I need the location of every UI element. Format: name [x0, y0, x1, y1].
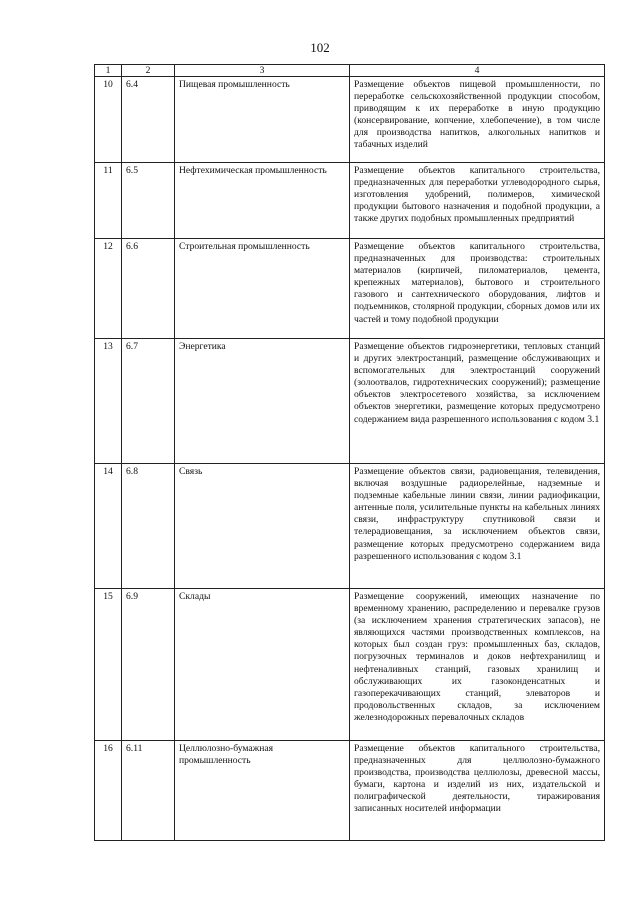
row-name: Энергетика — [175, 339, 350, 464]
row-description: Размещение объектов пищевой промышленности, по переработке сельскохозяйственной продукции способом, приводящим к их переработке в иную продукцию (консервирование, копчение, хлебопечение), в том числе для производства напитков, алкогольных напитков и табачных изделий — [350, 77, 605, 163]
row-code: 6.9 — [122, 589, 175, 741]
row-description: Размещение объектов капитального строительства, предназначенных для производства: строительных материалов (кирпичей, пиломатериалов, цемента, крепежных материалов), бытового и строительного газового и сантехнического оборудования, лифтов и подъемников, столярной продукции, сборных домов или их частей и тому подобной продукции — [350, 239, 605, 339]
table-row — [95, 239, 605, 339]
land-use-table — [94, 64, 605, 841]
row-description: Размещение объектов связи, радиовещания, телевидения, включая воздушные радиорелейные, надземные и подземные кабельные линии связи, линии радиофикации, антенные поля, усилительные пункты на кабельных линиях связи, инфраструктуру спутниковой связи и телерадиовещания, за исключением объектов связи, размещение которых предусмотрено содержанием вида разрешенного использования с кодом 3.1 — [350, 464, 605, 589]
row-name: Склады — [175, 589, 350, 741]
table-row — [95, 741, 605, 841]
row-index: 16 — [95, 741, 122, 841]
row-name: Нефтехимическая промышленность — [175, 163, 350, 239]
row-name: Строительная промышленность — [175, 239, 350, 339]
row-code: 6.6 — [122, 239, 175, 339]
row-index: 11 — [95, 163, 122, 239]
row-index: 14 — [95, 464, 122, 589]
column-header-2: 2 — [122, 65, 175, 77]
table-row — [95, 589, 605, 741]
table-row — [95, 163, 605, 239]
row-code: 6.11 — [122, 741, 175, 841]
column-header-3: 3 — [175, 65, 350, 77]
row-description: Размещение сооружений, имеющих назначение по временному хранению, распределению и перевалке грузов (за исключением хранения стратегических запасов), не являющихся частями производственных комплексов, на которых был создан груз: промышленных баз, складов, погрузочных терминалов и доков нефтехранилищ и нефтеналивных станций, газовых хранилищ и обслуживающих их газоконденсатных и газоперекачивающих станций, элеваторов и продовольственных складов, за исключением железнодорожных перевалочных складов — [350, 589, 605, 741]
row-description: Размещение объектов гидроэнергетики, тепловых станций и других электростанций, размещение обслуживающих и вспомогательных для электростанций сооружений (золоотвалов, гидротехнических сооружений); размещение объектов электросетевого хозяйства, за исключением объектов энергетики, размещение которых предусмотрено содержанием вида разрешенного использования с кодом 3.1 — [350, 339, 605, 464]
table-row — [95, 464, 605, 589]
row-index: 12 — [95, 239, 122, 339]
page-number: 102 — [310, 40, 330, 55]
row-name: Целлюлозно-бумажная промышленность — [175, 741, 350, 841]
row-code: 6.4 — [122, 77, 175, 163]
table-row — [95, 77, 605, 163]
row-index: 15 — [95, 589, 122, 741]
row-description: Размещение объектов капитального строительства, предназначенных для целлюлозно-бумажного производства, производства целлюлозы, древесной массы, бумаги, картона и изделий из них, издательской и полиграфической деятельности, тиражирования записанных носителей информации — [350, 741, 605, 841]
row-code: 6.7 — [122, 339, 175, 464]
row-code: 6.8 — [122, 464, 175, 589]
row-index: 13 — [95, 339, 122, 464]
table-row — [95, 339, 605, 464]
row-description: Размещение объектов капитального строительства, предназначенных для переработки углеводородного сырья, изготовления удобрений, полимеров, химической продукции бытового назначения и подобной продукции, а также других подобных промышленных предприятий — [350, 163, 605, 239]
row-index: 10 — [95, 77, 122, 163]
row-name: Связь — [175, 464, 350, 589]
column-header-4: 4 — [350, 65, 605, 77]
table-header-row — [95, 65, 605, 77]
row-name: Пищевая промышленность — [175, 77, 350, 163]
row-code: 6.5 — [122, 163, 175, 239]
column-header-1: 1 — [95, 65, 122, 77]
